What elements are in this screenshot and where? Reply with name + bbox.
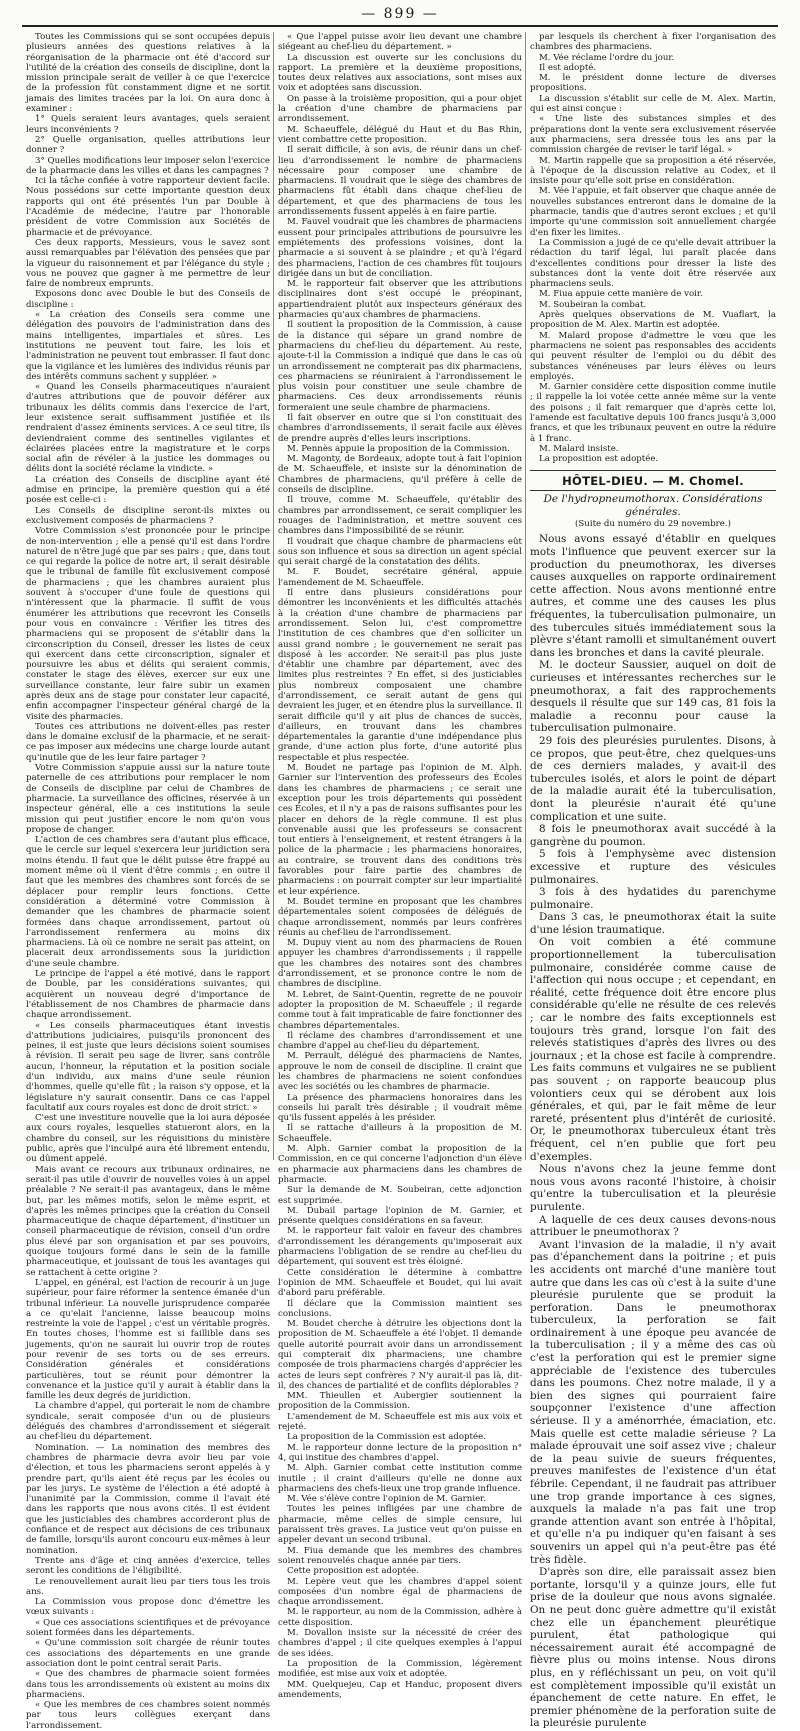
paragraph: M. Fiua appuie cette manière de voir.	[539, 289, 703, 300]
paragraph: La Commission a jugé de ce qu'elle devait attribuer la rédaction du tarif légal, lui paraît placée dans d'excellentes conditions pour dresser la liste des substances dont la vente doit être réservée aux pharmaciens seuls.	[530, 237, 776, 290]
paragraph: La présence des pharmaciens honoraires dans les conseils lui paraît très désirable ; il voudrait même qu'ils fussent appelés à les présider.	[278, 1092, 522, 1124]
paragraph: M. Garnier considère cette disposition comme inutile ; il rappelle la loi votée cette année même sur la vente des poisons ; il fait remarquer que d'après cette loi, l'amende est facultative depuis 100 francs jusqu'à 3,000 francs, et que les tribunaux peuvent en outre la réduire à 1 franc.	[530, 382, 776, 444]
paragraph: Sur la demande de M. Soubeiran, cette adjonction est supprimée.	[278, 1185, 522, 1206]
paragraph: Il se rattache d'ailleurs à la proposition de M. Schaeuffele.	[278, 1123, 522, 1144]
paragraph: M. Alph. Garnier combat la proposition de la Commission, en ce qui concerne l'adjonction d'un élève en pharmacie aux pharmaciens dans les chambres de pharmacie.	[278, 1144, 522, 1185]
paragraph: M. Dupuy vient au nom des pharmaciens de Rouen appuyer les chambres d'arrondissements ; il rappelle que les chambres des notaires sont des chambres d'arrondissement, et se prononce contre le nom de chambres de discipline.	[278, 938, 522, 990]
column-divider	[525, 32, 526, 1160]
paragraph: Exposons donc avec Double le but des Conseils de discipline :	[26, 289, 270, 310]
paragraph: C'est une investiture nouvelle que la loi aura déposée aux cours royales, lesquelles statueront alors, en la chambre du conseil, sur les réquisitions du ministère public, après que l'inculpé aura été librement entendu, ou dûment appelé.	[26, 1113, 270, 1165]
paragraph: Nous avons essayé d'établir en quelques mots l'influence que peuvent exercer sur la production du pneumothorax, les diverses causes auxquelles on rapporte ordinairement cette affection. Nous avons mentionné entre autres, et comme une des causes les plus fréquentes, la tuberculisation pulmonaire, un des tubercules situés immédiatement sous la plèvre s'étant ramolli et simultanément ouvert dans les bronches et dans la cavité pleurale.	[530, 533, 776, 659]
paragraph: Il déclare que la Commission maintient ses conclusions.	[278, 1298, 522, 1319]
paragraph: Dans 3 cas, le pneumothorax était la suite d'une lésion traumatique.	[530, 911, 776, 936]
paragraph: Il réclame des chambres d'arrondissement et une chambre d'appel au chef-lieu du département.	[278, 1030, 522, 1052]
paragraph: 8 fois le pneumothorax avait succédé à la gangrène du poumon.	[530, 823, 776, 848]
paragraph: M. Boudet ne partage pas l'opinion de M. Alph. Garnier sur l'intervention des professeurs des Écoles dans les chambres de pharmaciens ; ce serait une exception pour les trois départements qui possèdent ces Écoles, et il n'y a pas de raisons suffisantes pour les placer en dehors de la règle commune. Il est plus convenable aussi que les professeurs se consacrent tout entiers à l'enseignement, et restent étrangers à la police de la pharmacie ; les pharmaciens honoraires, au contraire, se trouvent dans des conditions très favorables pour faire partie des chambres de pharmaciens : on pourrait compter sur leur impartialité et leur expérience.	[278, 763, 523, 897]
paragraph: M. le rapporteur fait valoir en faveur des chambres d'arrondissement les dérangements qu'imposerait aux pharmaciens l'obligation de se rendre au chef-lieu du département, qui souvent est très éloigné.	[278, 1226, 522, 1268]
paragraph: Il fait observer en outre que si l'on constituait des chambres d'arrondissements, il serait facile aux élèves de prendre auprès d'elles leurs inscriptions.	[278, 412, 522, 444]
paragraph: M. F. Boudet, secrétaire général, appuie l'amendement de M. Schaeuffele.	[278, 567, 522, 588]
paragraph: On passe à la troisième proposition, qui a pour objet la création d'une chambre de pharmaciens par arrondissement.	[278, 93, 522, 125]
paragraph: Il soutient la proposition de la Commission, à cause de la distance qui sépare un grand nombre de pharmaciens du chef-lieu du département. Au reste, ajoute-t-il la Commission a indiqué que dans le cas où un arrondissement ne compterait pas dix pharmaciens, ces pharmaciens se réuniraient à l'arrondissement le plus voisin pour constituer une seule chambre de pharmaciens. Ces deux arrondissements réunis formeraient une seule chambre de pharmaciens.	[278, 320, 522, 413]
column-3-top	[530, 32, 776, 464]
paragraph: La proposition de la Commission est adoptée.	[287, 1432, 486, 1443]
paragraph: Le renouvellement aurait lieu par tiers tous les trois ans.	[26, 1576, 270, 1597]
paragraph: Toutes les Commissions qui se sont occupées depuis plusieurs années des questions relatives à la réorganisation de la pharmacie ont été d'accord sur l'utilité de la création des conseils de discipline, dont la mission principale serait de veiller à ce que l'exercice de la profession fût constamment digne et ne sortit jamais des limites tracées par la loi. On aura donc à examiner :	[26, 32, 270, 115]
paragraph: M. Malard propose d'admettre le vœu que les pharmaciens ne soient pas responsables des accidents qui peuvent résulter de l'emploi ou du débit des substances vénéneuses par leurs élèves ou leurs employés.	[530, 330, 776, 382]
paragraph: M. Lebret, de Saint-Quentin, regrette de ne pouvoir adopter la proposition de M. Schaeuffele ; il regarde comme tout à fait impraticable de faire fonctionner des chambres départementales.	[278, 989, 522, 1031]
column-2	[278, 32, 523, 1700]
paragraph: M. le rapporteur fait observer que les attributions disciplinaires dont s'est occupé le préopinant, appartiendraient plutôt aux inspecteurs généraux des pharmacies qu'aux chambres de pharmaciens.	[278, 279, 522, 321]
paragraph: La création des Conseils de discipline ayant été admise en principe, la première question qui a été posée est celle-ci :	[26, 474, 270, 506]
paragraph: M. le rapporteur donne lecture de la proposition n° 4, qui institue des chambres d'appel.	[278, 1442, 522, 1463]
paragraph: A laquelle de ces deux causes devons-nous attribuer le pneumothorax ?	[530, 1213, 776, 1239]
paragraph: M. Dubail partage l'opinion de M. Garnier, et présente quelques considérations en sa faveur.	[278, 1205, 522, 1227]
paragraph: M. Fauvel voudrait que les chambres de pharmaciens eussent pour principales attributions de poursuivre les empiétements des professions voisines, dont la pharmacie a si souvent à se plaindre ; et qu'à l'égard des pharmaciens, l'action de ces chambres fût toujours dirigée dans un but de conciliation.	[278, 217, 522, 279]
paragraph: Il trouve, comme M. Schaeuffele, qu'établir des chambres par arrondissement, ce serait compliquer les rouages de l'administration, et mettre souvent ces chambres dans l'impossibilité de se réunir.	[278, 495, 522, 537]
paragraph: 1° Quels seraient leurs avantages, quels seraient leurs inconvénients ?	[26, 114, 270, 135]
header-rule	[22, 25, 778, 27]
paragraph: Les Conseils de discipline seront-ils mixtes ou exclusivement composés de pharmaciens ?	[26, 505, 270, 526]
paragraph: « Que les membres de ces chambres soient nommés par tous leurs collègues exerçant dans l'arrondissement.	[26, 1700, 270, 1731]
paragraph: M. Malard insiste.	[539, 443, 619, 454]
paragraph: D'après son dire, elle paraissait assez bien portante, lorsqu'il y a quinze jours, elle fut prise de la douleur que nous avons signalée. On ne peut donc guère admettre qu'il existât chez elle un épanchement pleurétique purulent, état pathologique qui nécessairement aurait été accompagné de fièvre plus ou moins intense. Nous dirons plus, en y réfléchissant un peu, on voit qu'il est complètement impossible qu'il existât un épanchement de cette nature. En effet, le premier phénomène de la perforation suite de la pleurésie purulente	[530, 1566, 776, 1730]
paragraph: Avant l'invasion de la maladie, il n'y avait pas d'épanchement dans la poitrine ; et puis les accidents ont marché d'une manière tout autre que dans les cas où c'est à la suite d'une pleurésie purulente que se produit la perforation. Dans le pneumothorax tuberculeux, la perforation se fait ordinairement à une époque peu avancée de la tuberculisation ; il y a même des cas où c'est la perforation qui est le premier signe appréciable de l'existence des tubercules dans les poumons. Chez notre malade, il y a bien des signes qui pourraient faire soupçonner l'existence d'une affection sérieuse. Il y a aménorrhée, émaciation, etc. Mais quelle est cette maladie sérieuse ? La malade éprouvait une soif assez vive ; chaleur de la peau suivie de sueurs fréquentes, preuves manifestes de l'existence d'un état fébrile. Cependant, il ne faudrait pas attribuer une trop grande importance à ces signes, auxquels la malade n'a pas fait une trop grande attention avant son entrée à l'hôpital, et qu'elle n'a pu indiquer qu'en faisant à ses souvenirs un appel qui n'a peut-être pas été très fidèle.	[530, 1238, 776, 1566]
paragraph: Il voudrait que chaque chambre de pharmaciens eût sous son influence et sous sa direction un agent spécial qui serait chargé de la constatation des délits.	[278, 536, 522, 568]
paragraph: Après quelques observations de M. Vuaflart, la proposition de M. Alex. Martin est adoptée.	[530, 310, 776, 331]
paragraph: Il est adopté.	[539, 62, 597, 73]
paragraph: M. Boudet cherche à détruire les objections dont la proposition de M. Schaeuffele a été l'objet. Il demande quelle autorité pourrait avoir dans un arrondissement qui compterait dix pharmaciens, une chambre composée de trois pharmaciens chargés d'apprécier les actes de leurs sept confrères ? N'y aurait-il pas là, dit-il, des chances de partialité et de conflits déplorables ?	[278, 1319, 522, 1391]
paragraph: « Que des chambres de pharmacie soient formées dans tous les arrondissements où existent au moins dix pharmaciens.	[26, 1669, 270, 1700]
paragraph: Trente ans d'âge et cinq années d'exercice, telles seront les conditions de l'éligibilité.	[26, 1555, 270, 1577]
paragraph: L'action de ces chambres sera d'autant plus efficace, que le cercle sur lequel s'exercera leur juridiction sera moins étendu. Il faut que le délit puisse être frappé au moment même où il vient d'être commis ; en outre il faut que les membres des chambres sont forcés de se déplacer pour remplir leurs fonctions. Cette considération a déterminé votre Commission à demander que les chambres de pharmacie soient formées dans chaque arrondissement, partout où l'arrondissement renfermera au moins dix pharmaciens. Là où ce nombre ne serait pas atteint, on placerait deux arrondissements sous la juridiction d'une seule chambre.	[26, 835, 270, 969]
section-title: De l'hydropneumothorax. Considérations générales.	[543, 493, 763, 519]
paragraph: M. Soubeiran la combat.	[539, 299, 647, 310]
paragraph: La Commission vous propose donc d'émettre les vœux suivants :	[26, 1597, 270, 1618]
paragraph: par lesquels ils cherchent à fixer l'organisation des chambres des pharmaciens.	[530, 32, 776, 53]
paragraph: La discussion s'établit sur celle de M. Alex. Martin, qui est ainsi conçue :	[530, 93, 776, 115]
paragraph: « Qu'une commission soit chargée de réunir toutes ces associations des départements en une grande association dont le point central serait Paris.	[26, 1638, 270, 1669]
paragraph: M. Dovallon insiste sur la nécessité de créer des chambres d'appel ; il cite quelques exemples à l'appui de ses idées.	[278, 1628, 522, 1659]
paragraph: La proposition est adoptée.	[539, 454, 659, 465]
paragraph: Nous n'avons chez la jeune femme dont nous vous avons raconté l'histoire, à choisir qu'entre la tuberculisation et la pleurésie purulente.	[530, 1163, 776, 1213]
paragraph: L'appel, en général, est l'action de recourir à un juge supérieur, pour faire réformer la sentence émanée d'un tribunal inférieur. La nouvelle jurisprudence comparée a ce qu'elait l'ancienne, laisse beaucoup moins restreinte la voie de l'appel ; c'est un véritable progrès. En toutes choses, l'homme est si faillible dans ses jugements, qu'on ne saurait lui ouvrir trop de routes pour revenir de ses torts ou de ses erreurs. Considération générales et considérations particulières, tout se réunit pour démontrer la convenance et la justice qu'il y aurait à établir dans la famille les deux degrés de juridiction.	[26, 1277, 270, 1402]
page-number: — 899 —	[361, 6, 439, 22]
paragraph: M. Lepère veut que les chambres d'appel soient composées d'un nombre égal de pharmaciens de chaque arrondissement.	[278, 1576, 522, 1608]
paragraph: M. Vée l'appuie, et fait observer que chaque année de nouvelles substances entreront dans le domaine de la pharmacie, tandis que d'autres seront exclues ; et qu'il importe qu'une commission soit annuellement chargée d'en fixer les limites.	[530, 186, 776, 238]
paragraph: Il entre dans plusieurs considérations pour démontrer les inconvénients et les difficultés attachés à la création d'une chambre de pharmaciens par arrondissement. Selon lui, c'est compromettre l'institution de ces chambres que d'en solliciter un aussi grand nombre ; le gouvernement ne serait pas disposé à les accorder. Ne serait-il pas plus juste d'établir une chambre par département, avec des limites plus restreintes ? En effet, si des justiciables plus nombreux composaient une chambre d'arrondissement, ce serait autant de gens qui devraient les juger, et en étendre plus la surveillance. Il serait difficile qu'il y ait plus de chances de succès, d'ailleurs, en trouvant dans les chambres départementales la garantie d'une indépendance plus grande, d'une action plus forte, d'une autorité plus respectable et plus respectée.	[278, 588, 522, 763]
column-1	[26, 32, 270, 1731]
paragraph: Votre Commission s'est prononcée pour le principe de non-intervention ; elle a pensé qu'il est dans l'ordre naturel de n'être jugé que par ses pairs ; que, dans tout ce qui regarde la police de notre art, il serait désirable que le tribunal de famille fût exclusivement composé de pharmaciens ; que les chambres auraient plus souvent à s'occuper d'une foule de questions qui n'intéressent que la pharmacie. Il suffit de vous énumérer les attributions que recevront les Conseils pour vous en convaincre : Vérifier les titres des pharmaciens qui se proposent de s'établir dans la circonscription du Conseil, dresser les listes de ceux qui exercent dans cette circonscription, signaler et poursuivre les abus et délits qui seraient commis, constater le stage des élèves, exercer sur eux une surveillance constante, leur faire subir un examen après deux ans de stage pour constater leur capacité, enfin accompagner l'inspecteur général chargé de la visite des pharmacies.	[26, 526, 270, 722]
paragraph: M. le rapporteur, au nom de la Commission, adhère à cette disposition.	[278, 1607, 522, 1628]
paragraph: « Les conseils pharmaceutiques étant investis d'attributions judiciaires, puisqu'ils prononcent des peines, il est juste que leurs décisions soient soumises à révision. Il serait peu sage de livrer, sans contrôle aucun, l'honneur, la réputation et la position sociale d'un individu, aux mains d'une seule réunion d'hommes, quelle qu'elle fût ; la raison s'y oppose, et la législature n'y saurait consentir. Dans ce cas l'appel facultatif aux cours royales est donc de droit strict. »	[26, 1020, 270, 1113]
paragraph: M. Martin rappelle que sa proposition a été réservée, à l'époque de la discussion relative au Codex, et il insiste pour qu'elle soit prise en considération.	[530, 155, 776, 187]
paragraph: 5 fois à l'emphysème avec distension excessive et rupture des vésicules pulmonaires.	[530, 848, 776, 886]
paragraph: M. le président donne lecture de diverses propositions.	[530, 73, 776, 94]
paragraph: M. le docteur Saussier, auquel on doit de curieuses et intéressantes recherches sur le pneumothorax, a fait des rapprochements desquels il résulte que sur 149 cas, 81 fois la maladie a reconnu pour cause la tuberculisation pulmonaire.	[530, 659, 776, 735]
paragraph: « La création des Conseils sera comme une délégation des pouvoirs de l'administration dans des mains intelligentes, impartiales et sûres. Les institutions ne peuvent tout faire, les lois et l'administration ne peuvent tout embrasser. Il faut donc que la vigilance et les lumières des individus réunis par des intérêts communs sachent y suppléer. »	[26, 310, 270, 382]
paragraph: Votre Commission s'appuie aussi sur la nature toute paternelle de ces attributions pour remplacer le nom de Conseils de discipline par celui de Chambres de pharmacie. La surveillance des officines, réservée à un inspecteur général, elle a ces institutions la seule mission qui peut justifier encore le nom qu'on vous propose de changer.	[26, 763, 270, 835]
paragraph: Cette considération le détermine à combattre l'opinion de MM. Schaeuffele et Boudet, qui lui avait d'abord paru préférable.	[278, 1267, 522, 1299]
paragraph: On voit combien a été commune proportionnellement la tuberculisation pulmonaire, considérée comme cause de l'affection qui nous occupe ; et cependant, en réalité, cette fréquence doit être encore plus considérable qu'elle ne résulte de ces relevés ; car le nombre des faits exceptionnels est toujours très grand, lorsque l'on fait des relevés statistiques d'après des livres ou des journaux ; et la chose est facile à comprendre. Les faits communs et vulgaires ne se publient pas souvent ; on rapporte beaucoup plus volontiers ceux qui se dérobent aux lois générales, et qui, par le fait même de leur rareté, présentent plus d'intérêt de curiosité. Or, le pneumothorax tuberculeux étant très fréquent, cel n'en publie que fort peu d'exemples.	[530, 936, 776, 1163]
paragraph: Mais avant ce recours aux tribunaux ordinaires, ne serait-il pas utile d'ouvrir de nouvelles voies à un appel préalable ? Ne serait-il pas avantageux, dans le même but, par les mêmes motifs, selon le même esprit, et d'après les mêmes principes que la création du Conseil pharmaceutique de chaque département, d'instituer un conseil pharmaceutique de révision, conseil d'un ordre plus élevé par son organisation et par ses pouvoirs, quoique toujours formé dans le sein de la famille pharmaceutique, et jouissant de tous les avantages qui se rattachent à cette origine ?	[26, 1164, 270, 1278]
paragraph: M. Perrault, délégué des pharmaciens de Nantes, approuve le nom de conseil de discipline. Il craint que les chambres de pharmaciens ne soient confondues avec les sociétés ou les chambres de pharmacie.	[278, 1051, 522, 1093]
paragraph: « Que ces associations scientifiques et de prévoyance soient formées dans les départements.	[26, 1617, 270, 1639]
paragraph: La proposition de la Commission, légèrement modifiée, est mise aux voix et adoptée.	[278, 1658, 522, 1680]
column-divider	[273, 32, 274, 1160]
paragraph: M. Pennès appuie la proposition de la Commission.	[287, 443, 510, 454]
paragraph: M. Fiua demande que les membres des chambres soient renouvelés chaque année par tiers.	[278, 1545, 522, 1566]
paragraph: « Quand les Conseils pharmaceutiques n'auraient d'autres attributions que de pouvoir déférer aux tribunaux les délits commis dans l'exercice de l'art, leur existence serait suffisamment justifiée et ils rendraient d'assez éminents services. A ce seul titre, ils deviendraient comme des sentinelles vigilantes et éclairées placées entre la magistrature et le corps social afin de révéler à la justice les dommages ou délits dont la société réclame la vindicte. »	[26, 382, 270, 475]
paragraph: Toutes les peines infligées par une chambre de pharmacie, même celles de simple censure, lui paraissent très graves. La justice veut qu'on puisse en appeler devant un second tribunal.	[278, 1504, 522, 1546]
section-heading: HÔTEL-DIEU. — M. Chomel.	[530, 470, 776, 491]
paragraph: M. Magonty, de Bordeaux, adopte tout à fait l'opinion de M. Schaeuffele, et insiste sur la dénomination de Chambres de pharmaciens, qu'il préfère à celle de conseils de discipline.	[278, 454, 522, 496]
paragraph: MM. Thieullen et Aubergier soutiennent la proposition de la Commission.	[278, 1391, 522, 1412]
section-subtitle: (Suite du numéro du 29 novembre.)	[575, 519, 731, 530]
paragraph: L'amendement de M. Schaeuffele est mis aux voix et rejeté.	[278, 1411, 522, 1433]
column-3-body	[530, 533, 776, 1729]
paragraph: 3° Quelles modifications leur imposer selon l'exercice de la pharmacie dans les villes et dans les campagnes ?	[26, 155, 270, 176]
paragraph: Nomination. — La nomination des membres des chambres de pharmacie devra avoir lieu par voie d'élection, et tous les pharmaciens seront appelés à y prendre part, qu'ils aient été reçus par les écoles ou par les jurys. Le système de l'élection a été adopté à l'unanimité par la Commission, comme il l'avait été dans les rapports que nous avons cités. Il est évident que les justiciables des chambres accorderont plus de confiance et de respect aux décisions de ces tribunaux de famille, lorsqu'ils auront concouru eux-mêmes à leur nomination.	[26, 1442, 270, 1556]
paragraph: « Que l'appel puisse avoir lieu devant une chambre siégeant au chef-lieu du département. »	[278, 32, 522, 53]
paragraph: M. Alph. Garnier combat cette institution comme inutile ; il craint d'ailleurs qu'elle ne donne aux pharmaciens des chefs-lieux une trop grande influence.	[278, 1463, 522, 1494]
paragraph: Le principe de l'appel a été motivé, dans le rapport de Double, par les considérations suivantes, qui acquièrent un nouveau degré d'importance de l'établissement de nos Chambres de pharmacie dans chaque arrondissement.	[26, 969, 270, 1021]
paragraph: Ici la tâche confiée à votre rapporteur devient facile. Nous possédons sur cette importante question deux rapports qui ont été présentés l'un par Double à l'Académie de médecine, l'autre par l'honorable président de votre Commission aux Sociétés de pharmacie et de prévoyance.	[26, 176, 270, 238]
paragraph: 2° Quelle organisation, quelles attributions leur donner ?	[26, 134, 270, 156]
paragraph: Ces deux rapports, Messieurs, vous le savez sont aussi remarquables par l'élévation des pensées que par la vigueur du raisonnement et par l'élégance du style ; vous ne pouvez que gagner à me permettre de leur faire de nombreux emprunts.	[26, 237, 270, 290]
paragraph: Toutes ces attributions ne doivent-elles pas rester dans le domaine exclusif de la pharmacie, et ne serait-ce pas imposer aux médecins une charge lourde autant qu'inutile que de les leur faire partager ?	[26, 721, 270, 763]
paragraph: La chambre d'appel, qui porterait le nom de chambre syndicale, serait composée d'un ou de plusieurs délégués des chambres d'arrondissement et siégerait au chef-lieu du département.	[26, 1401, 270, 1443]
paragraph: M. Boudet termine en proposant que les chambres départementales soient composées de délégués de chaque arrondissement, nommés par leurs confrères réunis au chef-lieu de l'arrondissement.	[278, 896, 522, 938]
paragraph: MM. Quelquejeu, Cap et Handuc, proposent divers amendements,	[278, 1679, 522, 1700]
column-3	[530, 32, 776, 1730]
paragraph: La discussion est ouverte sur les conclusions du rapport. La première et la deuxième propositions, toutes deux relatives aux associations, sont mises aux voix et adoptées sans discussion.	[278, 52, 522, 94]
paragraph: Cette proposition est adoptée.	[287, 1566, 419, 1577]
paragraph: « Une liste des substances simples et des préparations dont la vente sera exclusivement réservée aux pharmaciens, sera dressée tous les ans par la commission chargée de reviser le tarif légal. »	[530, 114, 776, 156]
paragraph: Il serait difficile, à son avis, de réunir dans un chef-lieu d'arrondissement le nombre de pharmaciens nécessaire pour composer une chambre de pharmaciens. Il voudrait que le siège des chambres de pharmaciens fût établi dans chaque chef-lieu de département, et que des pharmaciens de tous les arrondissements fussent appelés à en faire partie.	[278, 145, 522, 218]
paragraph: M. Vée réclame l'ordre du jour.	[539, 52, 675, 63]
paragraph: 29 fois des pleurésies purulentes. Disons, à ce propos, que peut-être, chez quelques-uns de ces derniers malades, y avait-il des tubercules isolés, et alors le point de départ de la maladie aurait été la tuberculisation, dont la pleurésie n'aurait été qu'une complication et une suite.	[530, 734, 776, 823]
paragraph: M. Schaeuffele, délégué du Haut et du Bas Rhin, vient combattre cette proposition.	[278, 124, 522, 145]
paragraph: M. Vée s'élève contre l'opinion de M. Garnier.	[287, 1494, 487, 1505]
paragraph: 3 fois à des hydatides du parenchyme pulmonaire.	[530, 886, 776, 911]
